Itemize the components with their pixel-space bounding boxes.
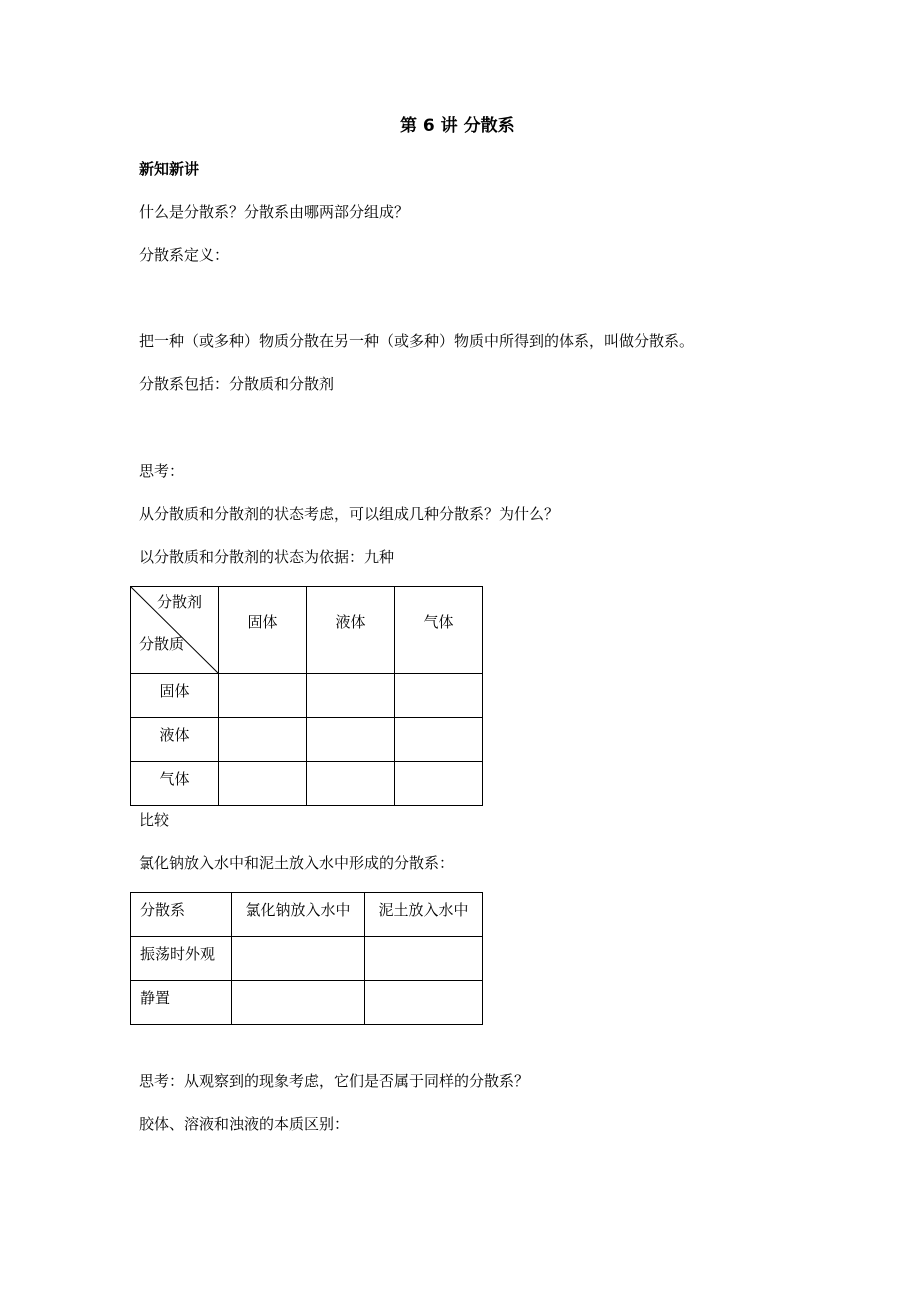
column-header: 氯化钠放入水中	[232, 893, 365, 937]
table-row	[131, 762, 483, 806]
row-header: 固体	[131, 674, 219, 718]
row-header: 液体	[131, 718, 219, 762]
column-header: 液体	[307, 587, 395, 674]
dispersion-state-table	[130, 586, 483, 806]
table-cell	[365, 937, 483, 981]
basis-text: 以分散质和分散剂的状态为依据：九种	[139, 548, 395, 566]
table-cell	[219, 674, 307, 718]
table-cell	[365, 981, 483, 1025]
compare-description: 氯化钠放入水中和泥土放入水中形成的分散系：	[139, 854, 455, 872]
definition-label: 分散系定义：	[139, 246, 230, 264]
think-question: 从分散质和分散剂的状态考虑，可以组成几种分散系？为什么？	[139, 505, 560, 523]
page-title: 第 6 讲 分散系	[400, 116, 515, 136]
table-cell	[307, 762, 395, 806]
corner-bottom-label: 分散质	[139, 635, 185, 653]
think-label: 思考：	[139, 462, 185, 480]
row-header: 气体	[131, 762, 219, 806]
compare-label: 比较	[139, 811, 170, 829]
table-cell	[307, 718, 395, 762]
definition-text: 把一种（或多种）物质分散在另一种（或多种）物质中所得到的体系，叫做分散系。	[139, 332, 695, 350]
comparison-table	[130, 892, 483, 1025]
column-header: 气体	[395, 587, 483, 674]
table-cell	[219, 762, 307, 806]
table-header-row	[131, 893, 483, 937]
column-header: 分散系	[131, 893, 232, 937]
column-header: 泥土放入水中	[365, 893, 483, 937]
table-row	[131, 674, 483, 718]
table-cell	[395, 762, 483, 806]
row-header: 静置	[131, 981, 232, 1025]
corner-cell	[131, 587, 219, 674]
table-cell	[232, 981, 365, 1025]
table-cell	[395, 718, 483, 762]
table-cell	[307, 674, 395, 718]
table-header-row	[131, 587, 483, 674]
composition-text: 分散系包括：分散质和分散剂	[139, 375, 335, 393]
table-cell	[395, 674, 483, 718]
think-question-2: 思考：从观察到的现象考虑，它们是否属于同样的分散系？	[139, 1072, 530, 1090]
question-text: 什么是分散系？分散系由哪两部分组成？	[139, 203, 410, 221]
table-row	[131, 718, 483, 762]
essence-text: 胶体、溶液和浊液的本质区别：	[139, 1115, 350, 1133]
table-cell	[232, 937, 365, 981]
table-row	[131, 981, 483, 1025]
table-row	[131, 937, 483, 981]
column-header: 固体	[219, 587, 307, 674]
section-heading: 新知新讲	[139, 160, 200, 178]
row-header: 振荡时外观	[131, 937, 232, 981]
table-cell	[219, 718, 307, 762]
corner-top-label: 分散剂	[157, 593, 203, 611]
